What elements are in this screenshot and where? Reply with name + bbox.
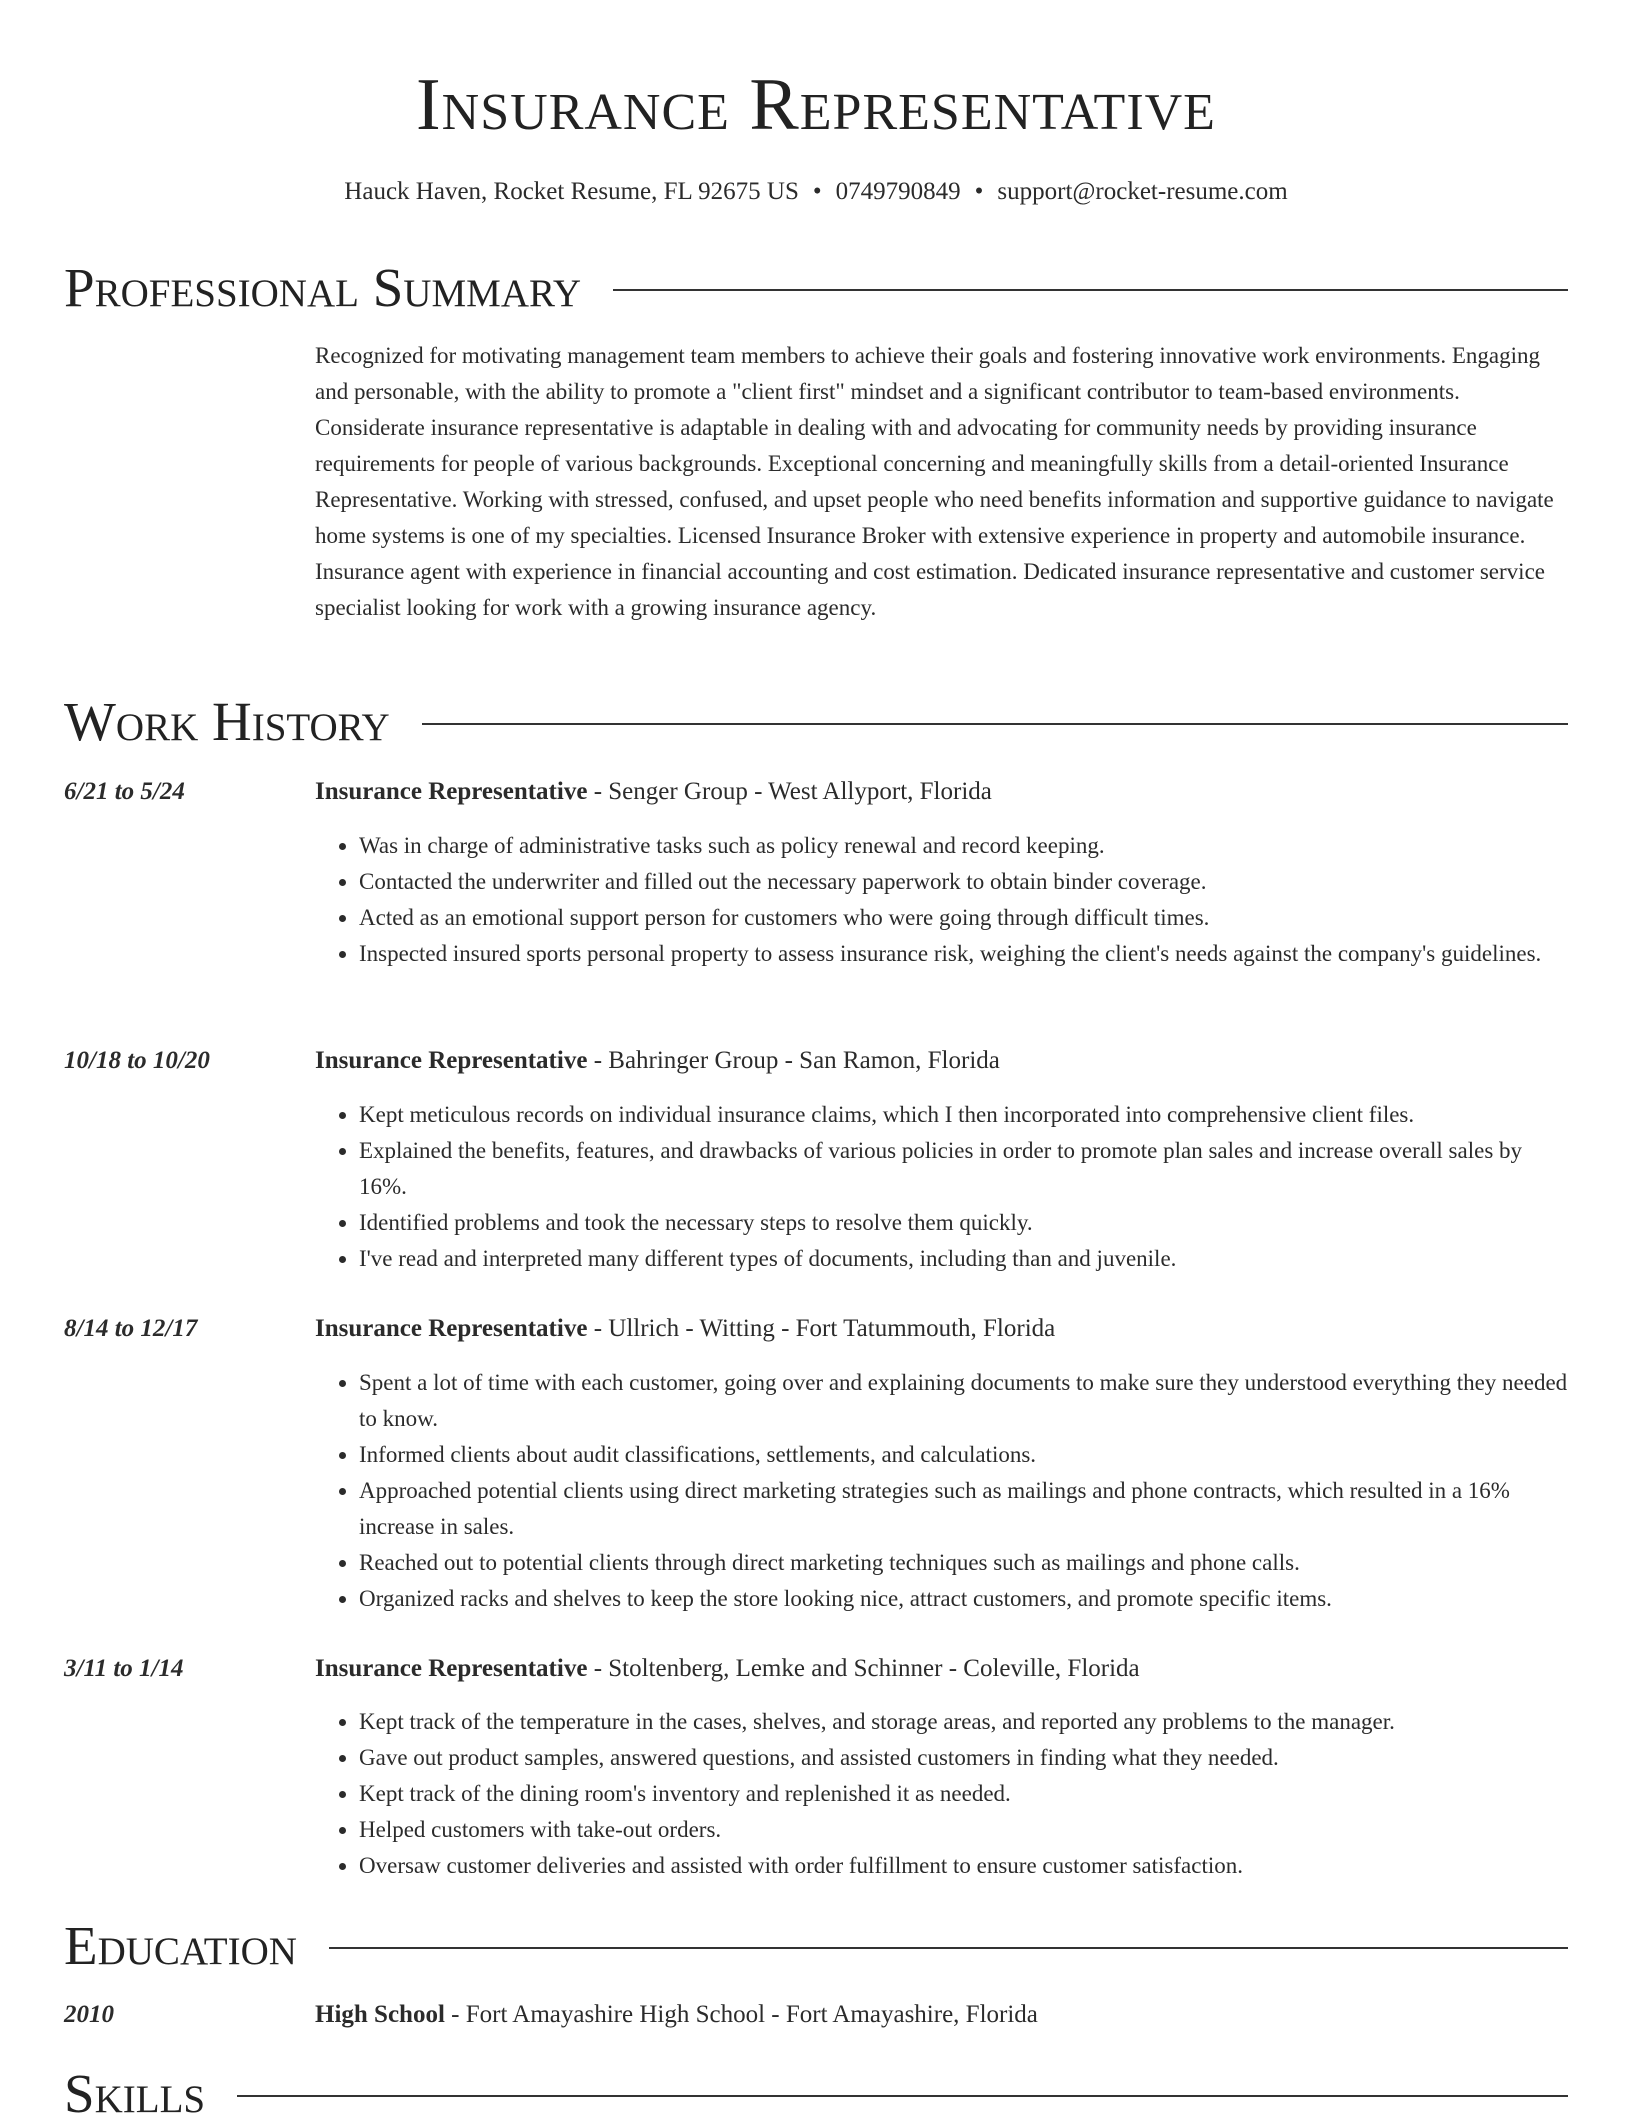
contact-email[interactable]: support@rocket-resume.com bbox=[997, 178, 1288, 205]
section-title-education: Education bbox=[64, 1915, 297, 1976]
list-item: • Oversaw customer deliveries and assisted with order fulfillment to ensure customer satisfaction. bbox=[359, 1848, 1568, 1884]
summary-text: Recognized for motivating management team members to achieve their goals and fostering innovative work environments. Engaging and personable, with the ability to promote a "client first" mindset and a significant contributor to team-based environments. Considerate insurance representative is adaptable in dealing with and advocating for community needs by providing insurance requirements for people of various backgrounds. Exceptional concerning and meaningfully skills from a detail-oriented Insurance Representative. Working with stressed, confused, and upset people who need benefits information and supportive guidance to navigate home systems is one of my specialties. Licensed Insurance Broker with extensive experience in property and automobile insurance. Insurance agent with experience in financial accounting and cost estimation. Dedicated insurance representative and customer service specialist looking for work with a growing insurance agency. bbox=[315, 343, 1554, 620]
list-item: • Explained the benefits, features, and drawbacks of various policies in order to promote plan sales and increase overall sales by 16%. bbox=[359, 1133, 1568, 1205]
education-section-header bbox=[64, 1914, 1568, 1978]
skills-section-header bbox=[64, 2062, 1568, 2126]
education-year: 2010 bbox=[64, 2001, 114, 2028]
list-item: • Was in charge of administrative tasks such as policy renewal and record keeping. bbox=[359, 828, 1568, 864]
contact-address: Hauck Haven, Rocket Resume, FL 92675 US bbox=[344, 178, 799, 205]
list-item: • Kept meticulous records on individual insurance claims, which I then incorporated into comprehensive client files. bbox=[359, 1097, 1568, 1133]
resume-name: Insurance Representative bbox=[416, 64, 1216, 146]
contact-line bbox=[0, 175, 1632, 209]
work-section-header bbox=[64, 690, 1568, 754]
job-heading bbox=[315, 1312, 1568, 1346]
list-item: • Approached potential clients using direct marketing strategies such as mailings and phone contracts, which resulted in a 16% increase in sales. bbox=[359, 1473, 1568, 1545]
section-title-summary: Professional Summary bbox=[64, 257, 582, 318]
job-employer: - Stoltenberg, Lemke and Schinner - Coleville, Florida bbox=[587, 1655, 1140, 1682]
job-dates: 8/14 to 12/17 bbox=[64, 1315, 198, 1342]
list-item: • Acted as an emotional support person for customers who were going through difficult times. bbox=[359, 900, 1568, 936]
section-title-skills: Skills bbox=[64, 2063, 206, 2124]
list-item: • Kept track of the dining room's inventory and replenished it as needed. bbox=[359, 1776, 1568, 1812]
job-employer: - Senger Group - West Allyport, Florida bbox=[587, 778, 992, 805]
contact-phone[interactable]: 0749790849 bbox=[835, 178, 961, 205]
job-dates: 6/21 to 5/24 bbox=[64, 778, 185, 805]
list-item: • Identified problems and took the necessary steps to resolve them quickly. bbox=[359, 1205, 1568, 1241]
section-divider bbox=[237, 2095, 1568, 2097]
job-bullets bbox=[315, 1704, 1568, 1884]
summary-section-header bbox=[64, 256, 1568, 320]
education-school: - Fort Amayashire High School - Fort Amayashire, Florida bbox=[444, 2001, 1038, 2028]
job-bullets bbox=[315, 1097, 1568, 1277]
section-title-work: Work History bbox=[64, 691, 390, 752]
job-title: Insurance Representative bbox=[315, 1315, 588, 1342]
job-employer: - Ullrich - Witting - Fort Tatummouth, Florida bbox=[587, 1315, 1056, 1342]
job-bullets bbox=[315, 1365, 1568, 1617]
contact-separator: • bbox=[812, 178, 822, 205]
education-heading bbox=[315, 1998, 1568, 2032]
job-title: Insurance Representative bbox=[315, 778, 588, 805]
list-item: • Organized racks and shelves to keep the store looking nice, attract customers, and promote specific items. bbox=[359, 1581, 1568, 1617]
section-divider bbox=[613, 289, 1568, 291]
job-title: Insurance Representative bbox=[315, 1047, 588, 1074]
job-heading bbox=[315, 1652, 1568, 1686]
job-bullets bbox=[315, 828, 1568, 972]
job-employer: - Bahringer Group - San Ramon, Florida bbox=[587, 1047, 1000, 1074]
job-dates: 3/11 to 1/14 bbox=[64, 1655, 184, 1682]
list-item: • Kept track of the temperature in the cases, shelves, and storage areas, and reported any problems to the manager. bbox=[359, 1704, 1568, 1740]
section-divider bbox=[329, 1947, 1568, 1949]
list-item: • Inspected insured sports personal property to assess insurance risk, weighing the client's needs against the company's guidelines. bbox=[359, 936, 1568, 972]
job-title: Insurance Representative bbox=[315, 1655, 588, 1682]
education-degree: High School bbox=[315, 2001, 445, 2028]
list-item: • Contacted the underwriter and filled out the necessary paperwork to obtain binder coverage. bbox=[359, 864, 1568, 900]
list-item: • Spent a lot of time with each customer, going over and explaining documents to make sure they understood everything they needed to know. bbox=[359, 1365, 1568, 1437]
list-item: • Helped customers with take-out orders. bbox=[359, 1812, 1568, 1848]
contact-separator: • bbox=[974, 178, 984, 205]
list-item: • Gave out product samples, answered questions, and assisted customers in finding what they needed. bbox=[359, 1740, 1568, 1776]
job-heading bbox=[315, 775, 1568, 809]
list-item: • Informed clients about audit classifications, settlements, and calculations. bbox=[359, 1437, 1568, 1473]
list-item: • Reached out to potential clients through direct marketing techniques such as mailings and phone calls. bbox=[359, 1545, 1568, 1581]
section-divider bbox=[422, 723, 1568, 725]
job-heading bbox=[315, 1044, 1568, 1078]
list-item: • I've read and interpreted many different types of documents, including than and juvenile. bbox=[359, 1241, 1568, 1277]
job-dates: 10/18 to 10/20 bbox=[64, 1047, 210, 1074]
